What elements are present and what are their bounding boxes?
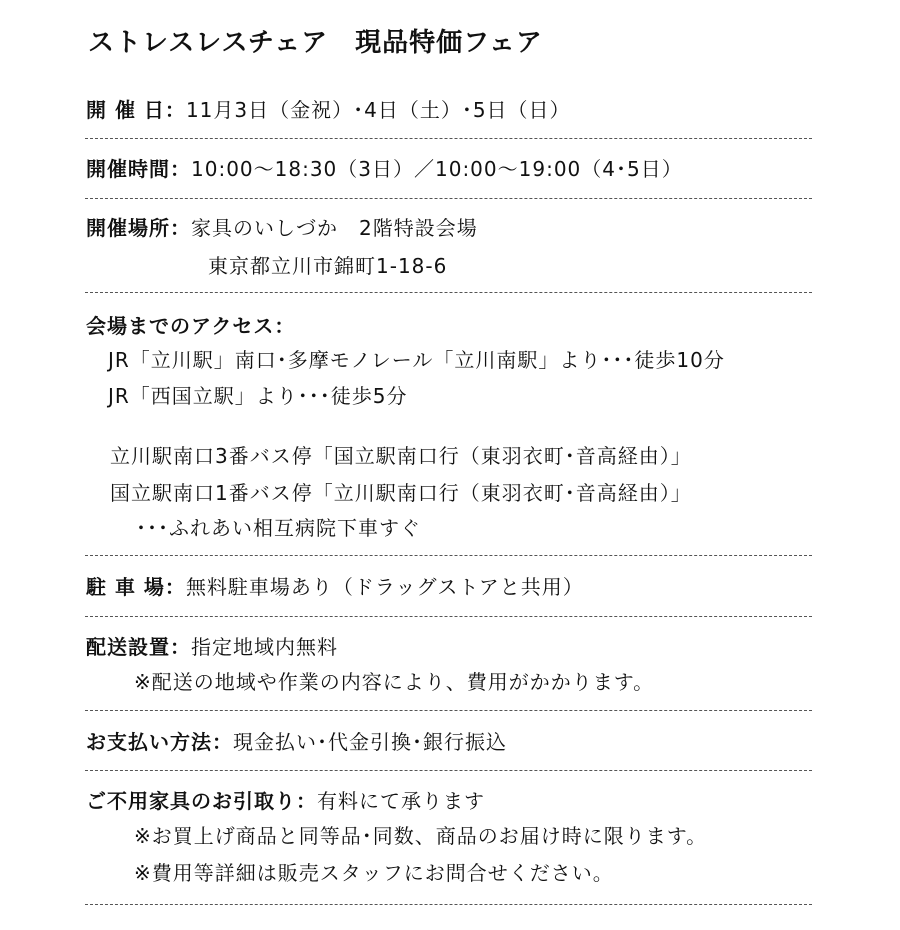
divider <box>85 138 812 139</box>
venue-address: 東京都立川市錦町1-18-6 <box>208 254 448 278</box>
access-label: 会場までのアクセス： <box>86 314 296 338</box>
divider <box>85 904 812 905</box>
delivery-value: 指定地域内無料 <box>191 635 338 659</box>
divider <box>85 616 812 617</box>
delivery-row <box>86 633 338 661</box>
pickup-note2: ※費用等詳細は販売スタッフにお問合せください。 <box>134 861 614 885</box>
parking-value: 無料駐車場あり（ドラッグストアと共用） <box>185 575 584 599</box>
pickup-label: ご不用家具のお引取り： <box>86 789 317 813</box>
parking-label: 駐 車 場： <box>86 575 186 599</box>
venue-line1: 家具のいしづか 2階特設会場 <box>191 216 478 240</box>
hours-label: 開催時間： <box>86 157 191 181</box>
access-bus-line1: 立川駅南口3番バス停「国立駅南口行（東羽衣町･音高経由）」 <box>110 444 692 468</box>
access-bus-line3: ･･･ふれあい相互病院下車すぐ <box>136 516 421 540</box>
parking-row <box>86 573 584 601</box>
delivery-label: 配送設置： <box>86 635 191 659</box>
hours-value: 10:00～18:30（3日）／10:00～19:00（4･5日） <box>191 157 683 181</box>
dates-row <box>86 96 571 124</box>
divider <box>85 198 812 199</box>
access-train-line2: JR「西国立駅」より･･･徒歩5分 <box>108 384 408 408</box>
divider <box>85 710 812 711</box>
payment-row <box>86 728 507 756</box>
access-train-line1: JR「立川駅」南口･多摩モノレール「立川南駅」より･･･徒歩10分 <box>108 348 725 372</box>
hours-row <box>86 155 683 183</box>
divider <box>85 770 812 771</box>
venue-row <box>86 214 478 242</box>
delivery-note: ※配送の地域や作業の内容により、費用がかかります。 <box>134 670 655 694</box>
pickup-note1: ※お買上げ商品と同等品･同数、商品のお届け時に限ります。 <box>134 824 708 848</box>
pickup-value: 有料にて承ります <box>317 789 485 813</box>
payment-value: 現金払い･代金引換･銀行振込 <box>233 730 507 754</box>
access-bus-line2: 国立駅南口1番バス停「立川駅南口行（東羽衣町･音高経由）」 <box>110 481 692 505</box>
divider <box>85 555 812 556</box>
divider <box>85 292 812 293</box>
venue-label: 開催場所： <box>86 216 191 240</box>
dates-label: 開 催 日： <box>86 98 186 122</box>
dates-value: 11月3日（金祝）･4日（土）･5日（日） <box>185 98 571 122</box>
payment-label: お支払い方法： <box>86 730 233 754</box>
page-title: ストレスレスチェア 現品特価フェア <box>88 28 543 58</box>
pickup-row <box>86 787 485 815</box>
